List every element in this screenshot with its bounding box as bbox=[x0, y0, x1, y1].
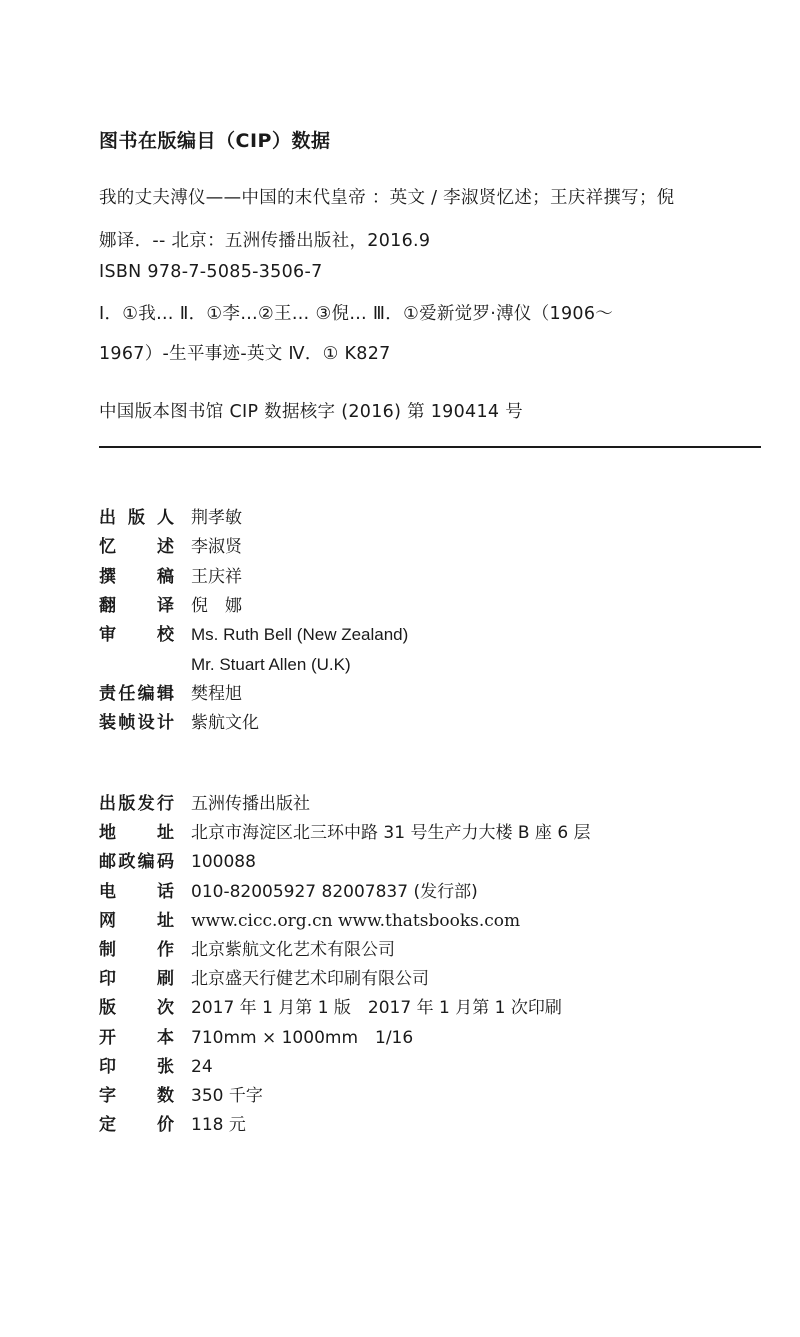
credit-label-char: 次 bbox=[157, 998, 174, 1019]
cip-line-subjects: Ⅰ．①我… Ⅱ．①李…②王… ③倪… Ⅲ．①爱新觉罗·溥仪（1906～ bbox=[99, 304, 614, 324]
credit-value: Mr. Stuart Allen (U.K) bbox=[191, 654, 351, 674]
credit-value: 010-82005927 82007837 (发行部) bbox=[191, 881, 478, 902]
credit-label-char: 计 bbox=[156, 713, 174, 734]
credit-label-char: 辑 bbox=[156, 683, 174, 704]
cip-line-isbn: ISBN 978-7-5085-3506-7 bbox=[99, 262, 323, 282]
credit-label bbox=[99, 908, 174, 934]
credit-label-char: 定 bbox=[99, 1115, 116, 1136]
credit-label-char: 字 bbox=[99, 1086, 116, 1106]
credit-label-char: 装 bbox=[99, 713, 116, 734]
credit-label bbox=[99, 593, 174, 619]
credit-label-char: 撰 bbox=[99, 566, 116, 587]
credit-label-char: 行 bbox=[156, 794, 174, 814]
credit-label-char: 帧 bbox=[118, 713, 136, 734]
credit-value: 北京盛天行健艺术印刷有限公司 bbox=[191, 969, 429, 990]
credit-label-char: 政 bbox=[118, 852, 136, 873]
credit-label-char: 任 bbox=[118, 683, 136, 704]
credit-label-char: 人 bbox=[157, 508, 174, 528]
credit-value: 五洲传播出版社 bbox=[191, 794, 310, 814]
credit-label bbox=[99, 937, 174, 963]
credit-label bbox=[99, 1025, 174, 1051]
cip-heading: 图书在版编目（CIP）数据 bbox=[99, 130, 331, 152]
credit-label-char: 开 bbox=[99, 1027, 116, 1048]
credit-label bbox=[99, 820, 174, 846]
credit-label-char: 址 bbox=[157, 823, 174, 844]
credit-label-char: 校 bbox=[157, 625, 174, 646]
cip-line-publisher: 娜译．-- 北京：五洲传播出版社，2016.9 bbox=[99, 231, 431, 251]
credit-label bbox=[99, 534, 174, 560]
credit-value: 710mm × 1000mm 1/16 bbox=[191, 1027, 414, 1048]
credit-value: 荆孝敏 bbox=[191, 508, 242, 528]
credit-label-char: 出 bbox=[99, 794, 116, 814]
credit-label bbox=[99, 879, 174, 905]
credit-value: 118 元 bbox=[191, 1115, 246, 1136]
credit-value: Ms. Ruth Bell (New Zealand) bbox=[191, 625, 409, 645]
credit-value: 倪 娜 bbox=[191, 595, 242, 616]
credit-value: 2017 年 1 月第 1 版 2017 年 1 月第 1 次印刷 bbox=[191, 998, 562, 1019]
credit-label bbox=[99, 505, 174, 531]
credit-label bbox=[99, 710, 174, 736]
credit-label-char: 翻 bbox=[99, 595, 116, 616]
credit-value: 350 千字 bbox=[191, 1086, 263, 1106]
credit-label-char: 印 bbox=[99, 1056, 116, 1077]
credit-label-char: 责 bbox=[99, 683, 116, 704]
credit-label bbox=[99, 1083, 174, 1109]
credit-label-char: 忆 bbox=[99, 537, 116, 558]
credit-value: 100088 bbox=[191, 852, 256, 873]
credit-label-char: 稿 bbox=[157, 566, 174, 587]
credit-label-char: 话 bbox=[157, 881, 174, 902]
credit-label-char: 本 bbox=[157, 1027, 174, 1048]
credit-label-char: 数 bbox=[157, 1086, 174, 1106]
credit-label-char: 版 bbox=[128, 508, 145, 528]
cip-line-title: 我的丈夫溥仪——中国的末代皇帝 ：英文 / 李淑贤忆述；王庆祥撰写；倪 bbox=[99, 188, 675, 208]
credit-label-char: 版 bbox=[99, 998, 116, 1019]
credit-label bbox=[99, 681, 174, 707]
credit-label bbox=[99, 622, 174, 648]
credit-label-char: 刷 bbox=[157, 969, 174, 990]
credit-label bbox=[99, 849, 174, 875]
cip-line-record-number: 中国版本图书馆 CIP 数据核字 (2016) 第 190414 号 bbox=[99, 402, 524, 422]
credit-label-char: 邮 bbox=[99, 852, 116, 873]
credit-label bbox=[99, 1112, 174, 1138]
credit-value: 北京紫航文化艺术有限公司 bbox=[191, 940, 395, 960]
credit-value: 樊程旭 bbox=[191, 683, 242, 704]
credit-value: 紫航文化 bbox=[191, 713, 259, 734]
credit-value: 24 bbox=[191, 1056, 213, 1077]
credit-label-char: 作 bbox=[157, 940, 174, 960]
credit-label-char: 网 bbox=[99, 910, 116, 931]
credit-label-char: 述 bbox=[157, 537, 174, 558]
credit-label bbox=[99, 966, 174, 992]
credit-label-char: 印 bbox=[99, 969, 116, 990]
cip-line-subjects-cont: 1967）-生平事迹-英文 Ⅳ．① K827 bbox=[99, 344, 391, 364]
credit-label bbox=[99, 1054, 174, 1080]
credit-label-char: 张 bbox=[157, 1056, 174, 1077]
credit-label-char: 出 bbox=[99, 508, 116, 528]
credit-label-char: 设 bbox=[137, 713, 155, 734]
credit-label-char: 码 bbox=[156, 852, 174, 873]
credit-label-char: 审 bbox=[99, 625, 116, 646]
section-divider bbox=[99, 446, 761, 448]
credit-label-char: 电 bbox=[99, 881, 116, 902]
credit-label-char: 址 bbox=[157, 910, 174, 931]
credit-label-char: 制 bbox=[99, 940, 116, 960]
credit-value: www.cicc.org.cn www.thatsbooks.com bbox=[191, 910, 521, 931]
credit-label bbox=[99, 995, 174, 1021]
credit-label-char: 编 bbox=[137, 852, 155, 873]
credit-label-char: 发 bbox=[137, 794, 155, 814]
credit-label-char: 译 bbox=[157, 595, 174, 616]
credit-label bbox=[99, 564, 174, 590]
credit-label-char: 版 bbox=[118, 794, 136, 814]
credit-value: 李淑贤 bbox=[191, 537, 242, 558]
credit-value: 北京市海淀区北三环中路 31 号生产力大楼 B 座 6 层 bbox=[191, 823, 591, 844]
credit-label bbox=[99, 791, 174, 817]
credit-label-char: 价 bbox=[157, 1115, 174, 1136]
credit-value: 王庆祥 bbox=[191, 566, 242, 587]
credit-label-char: 地 bbox=[99, 823, 116, 844]
credit-label-char: 编 bbox=[137, 683, 155, 704]
